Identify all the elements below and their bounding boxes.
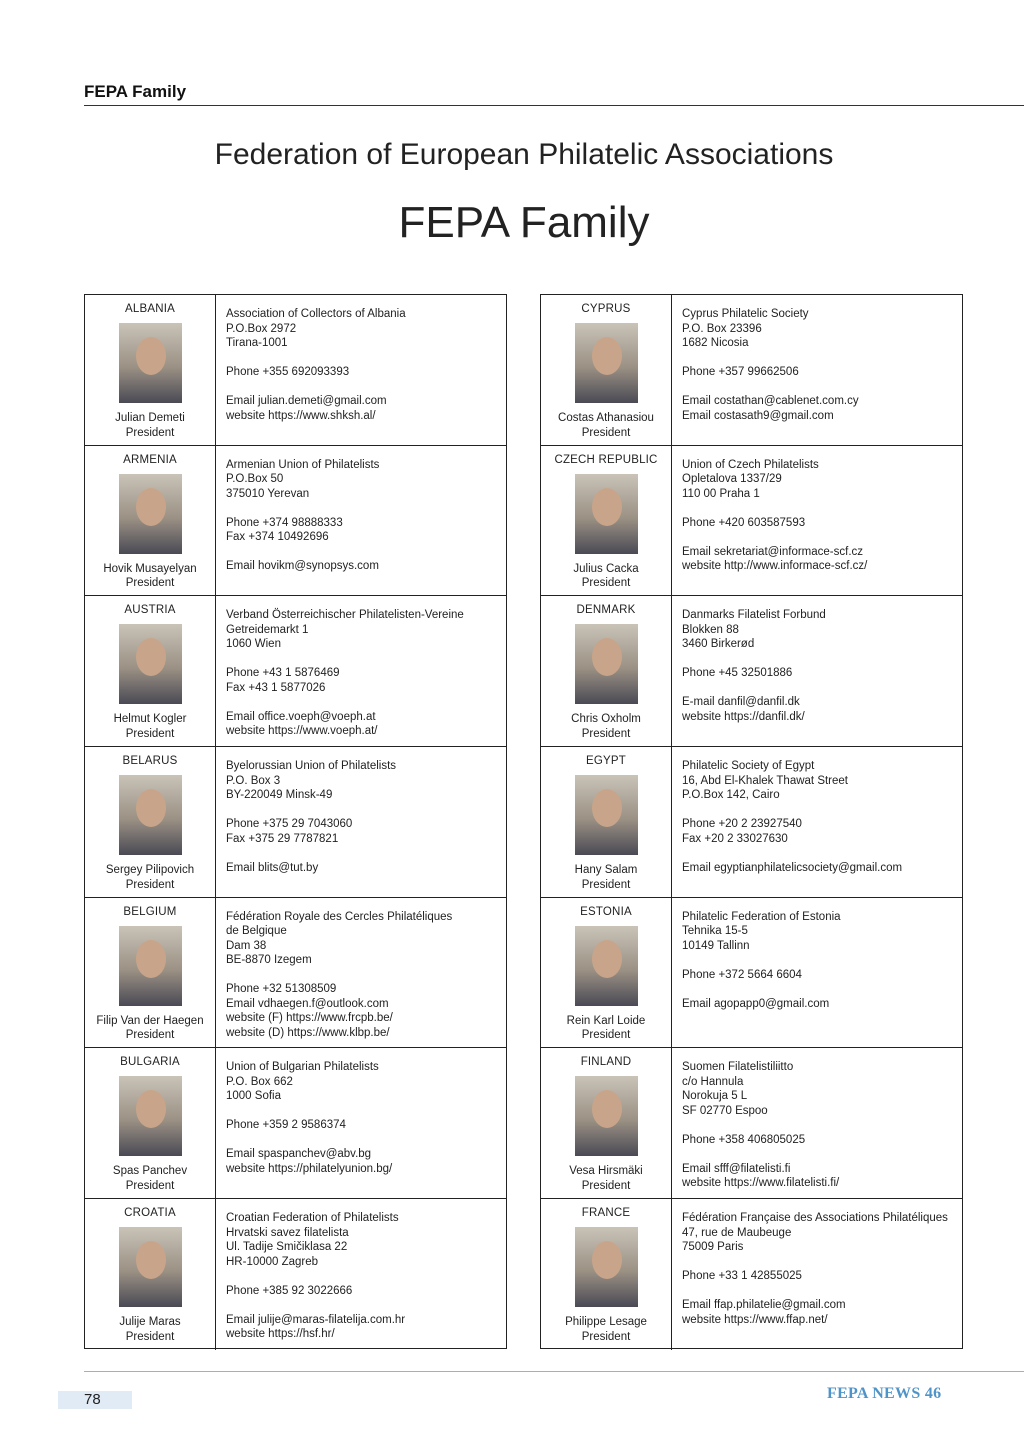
portrait-silhouette (592, 638, 622, 676)
president-role: President (125, 727, 175, 740)
info-line: BE-8870 Izegem (226, 954, 312, 967)
info-line: Email julije@maras-filatelija.com.hr (226, 1313, 406, 1326)
member-entry (85, 747, 506, 898)
info-line: website (D) https://www.klbp.be/ (226, 1026, 390, 1039)
portrait-silhouette (136, 1090, 166, 1128)
info-line: Cyprus Philatelic Society (682, 308, 809, 320)
president-name: Julius Cacka (573, 562, 639, 575)
right-directory-table (540, 294, 963, 1349)
info-line: website https://www.shksh.al/ (226, 409, 376, 422)
country-name: CZECH REPUBLIC (554, 453, 658, 466)
president-name: Filip Van der Haegen (96, 1014, 204, 1027)
president-photo (575, 474, 638, 554)
president-photo (575, 624, 638, 704)
portrait-silhouette (592, 1241, 622, 1279)
info-line: Email spaspanchev@abv.bg (226, 1148, 372, 1161)
president-caption (85, 562, 215, 591)
president-photo (119, 926, 182, 1006)
info-line: Email ffap.philatelie@gmail.com (682, 1299, 846, 1312)
president-caption (85, 1315, 215, 1344)
info-line: website https://danfil.dk/ (682, 710, 805, 723)
president-name: Spas Panchev (112, 1165, 188, 1178)
info-line: Phone +20 2 23927540 (682, 818, 802, 831)
info-line: Fédération Royale des Cercles Philatéliques (226, 910, 453, 923)
info-line: Phone +372 5664 6604 (682, 968, 802, 981)
info-line: Phone +359 2 9586374 (226, 1119, 346, 1132)
president-cell (85, 596, 216, 746)
spacer (226, 545, 506, 560)
country-name: FINLAND (580, 1056, 632, 1069)
member-entry (85, 1048, 506, 1199)
info-line: 3460 Birkerød (682, 638, 755, 651)
left-directory-table (84, 294, 507, 1349)
president-photo (575, 1076, 638, 1156)
spacer (226, 846, 506, 861)
president-cell (85, 898, 216, 1048)
member-entry (85, 295, 506, 446)
info-line: Phone +375 29 7043060 (226, 818, 353, 831)
info-line: Fax +43 1 5877026 (226, 681, 326, 694)
country-name: EGYPT (586, 755, 626, 768)
president-name: Helmut Kogler (113, 713, 187, 726)
spacer (682, 652, 962, 667)
info-line: website https://www.ffap.net/ (682, 1313, 828, 1326)
info-line: Phone +32 51308509 (226, 983, 337, 996)
info-line: website https://philatelyunion.bg/ (226, 1162, 393, 1175)
spacer (226, 968, 506, 983)
running-header: FEPA Family (84, 82, 187, 101)
member-entry (541, 596, 962, 747)
info-line: website https://www.voeph.at/ (226, 725, 378, 738)
info-line: 47, rue de Maubeuge (682, 1226, 792, 1239)
member-entry (85, 898, 506, 1049)
info-line: Union of Czech Philatelists (682, 458, 819, 471)
spacer (682, 530, 962, 545)
president-role: President (125, 426, 175, 439)
info-line: P.O.Box 50 (226, 473, 284, 486)
info-line: Phone +374 98888333 (226, 516, 343, 529)
president-name: Julije Maras (119, 1316, 181, 1329)
info-line: Email egyptianphilatelicsociety@gmail.com (682, 861, 903, 874)
spacer (682, 351, 962, 366)
association-info (672, 596, 962, 746)
president-caption (541, 562, 671, 591)
portrait-silhouette (592, 940, 622, 978)
association-info (216, 295, 506, 445)
info-line: Union of Bulgarian Philatelists (226, 1061, 379, 1074)
president-caption (85, 1014, 215, 1043)
spacer (226, 351, 506, 366)
page-title: FEPA Family (398, 198, 650, 247)
info-line: website https://hsf.hr/ (226, 1328, 335, 1341)
info-line: Fax +374 10492696 (226, 531, 329, 544)
info-line: P.O. Box 23396 (682, 322, 762, 335)
president-cell (541, 295, 672, 445)
president-cell (85, 446, 216, 596)
info-line: 1060 Wien (226, 638, 281, 651)
info-line: Armenian Union of Philatelists (226, 458, 380, 471)
info-line: HR-10000 Zagreb (226, 1255, 319, 1268)
association-info (672, 747, 962, 897)
info-line: Philatelic Society of Egypt (682, 760, 815, 773)
publication-brand: FEPA NEWS 46 (827, 1385, 942, 1402)
president-name: Rein Karl Loide (566, 1014, 646, 1027)
president-caption (85, 863, 215, 892)
info-line: P.O. Box 3 (226, 774, 281, 787)
info-line: Phone +33 1 42855025 (682, 1270, 802, 1283)
portrait-silhouette (136, 940, 166, 978)
spacer (682, 803, 962, 818)
portrait-silhouette (136, 488, 166, 526)
president-caption (541, 712, 671, 741)
info-line: P.O.Box 2972 (226, 322, 297, 335)
member-entry (541, 898, 962, 1049)
president-role: President (125, 1179, 175, 1192)
member-entry (541, 295, 962, 446)
president-role: President (581, 426, 631, 439)
president-role: President (581, 1330, 631, 1343)
spacer (682, 380, 962, 395)
spacer (226, 380, 506, 395)
president-cell (541, 596, 672, 746)
info-line: website (F) https://www.frcpb.be/ (226, 1012, 393, 1025)
info-line: Verband Österreichischer Philatelisten-Vereine (226, 609, 464, 622)
info-line: Fax +375 29 7787821 (226, 832, 339, 845)
info-line: Email sekretariat@informace-scf.cz (682, 545, 864, 558)
spacer (682, 1118, 962, 1133)
president-photo (119, 1227, 182, 1307)
info-line: SF 02770 Espoo (682, 1104, 768, 1117)
info-line: Phone +420 603587593 (682, 516, 806, 529)
member-entry (541, 747, 962, 898)
country-name: ARMENIA (123, 453, 177, 466)
info-line: Phone +355 692093393 (226, 366, 350, 378)
president-photo (119, 1076, 182, 1156)
info-line: Suomen Filatelistiliitto (682, 1061, 794, 1074)
member-entry (541, 1048, 962, 1199)
president-name: Vesa Hirsmäki (569, 1165, 643, 1178)
info-line: 10149 Tallinn (682, 939, 750, 952)
country-name: CYPRUS (581, 303, 631, 315)
portrait-silhouette (136, 789, 166, 827)
info-line: Phone +357 99662506 (682, 366, 799, 378)
president-name: Hovik Musayelyan (103, 562, 197, 575)
info-line: Philatelic Federation of Estonia (682, 910, 841, 923)
president-cell (541, 1199, 672, 1350)
portrait-silhouette (592, 488, 622, 526)
info-line: Blokken 88 (682, 623, 739, 636)
info-line: Email agopapp0@gmail.com (682, 997, 830, 1010)
federation-title: Federation of European Philatelic Associations (214, 138, 834, 171)
president-photo (575, 1227, 638, 1307)
member-entry (85, 596, 506, 747)
spacer (682, 501, 962, 516)
info-line: Phone +43 1 5876469 (226, 667, 340, 680)
info-line: Phone +358 406805025 (682, 1133, 806, 1146)
member-entry (541, 446, 962, 597)
info-line: P.O. Box 662 (226, 1075, 293, 1088)
spacer (226, 803, 506, 818)
president-role: President (581, 1179, 631, 1192)
info-line: 375010 Yerevan (226, 487, 310, 500)
info-line: 16, Abd El-Khalek Thawat Street (682, 774, 848, 787)
info-line: de Belgique (226, 925, 287, 938)
country-name: BELARUS (122, 755, 178, 768)
spacer (226, 1133, 506, 1148)
info-line: Croatian Federation of Philatelists (226, 1212, 399, 1225)
spacer (226, 695, 506, 710)
info-line: Norokuja 5 L (682, 1090, 748, 1103)
portrait-silhouette (136, 1241, 166, 1279)
portrait-silhouette (592, 1090, 622, 1128)
info-line: Danmarks Filatelist Forbund (682, 609, 826, 622)
president-name: Hany Salam (574, 864, 638, 877)
info-line: Tehnika 15-5 (682, 925, 748, 938)
info-line: Email blits@tut.by (226, 861, 319, 874)
president-role: President (125, 1330, 175, 1343)
info-line: Ul. Tadije Smičiklasa 22 (226, 1241, 348, 1254)
association-info (672, 898, 962, 1048)
association-info (672, 295, 962, 445)
association-info (216, 898, 506, 1048)
spacer (682, 982, 962, 997)
info-line: Hrvatski savez filatelista (226, 1226, 349, 1239)
president-caption (541, 1315, 671, 1344)
info-line: Opletalova 1337/29 (682, 473, 782, 486)
info-line: Phone +385 92 3022666 (226, 1284, 353, 1297)
president-role: President (125, 1029, 175, 1042)
info-line: E-mail danfil@danfil.dk (682, 696, 800, 709)
info-line: Email costasath9@gmail.com (682, 409, 834, 422)
president-cell (541, 747, 672, 897)
president-cell (541, 1048, 672, 1198)
president-cell (85, 1048, 216, 1198)
president-caption (541, 1164, 671, 1193)
association-info (216, 596, 506, 746)
info-line: Phone +45 32501886 (682, 667, 793, 680)
country-name: FRANCE (581, 1207, 631, 1220)
spacer (226, 652, 506, 667)
info-line: P.O.Box 142, Cairo (682, 789, 780, 802)
president-photo (575, 775, 638, 855)
association-info (216, 1199, 506, 1350)
member-entry (85, 1199, 506, 1350)
portrait-silhouette (136, 638, 166, 676)
info-line: Email sfff@filatelisti.fi (682, 1162, 791, 1175)
president-photo (575, 926, 638, 1006)
footer-rule (84, 1371, 1024, 1372)
spacer (226, 1104, 506, 1119)
info-line: 75009 Paris (682, 1241, 744, 1254)
info-line: Email costathan@cablenet.com.cy (682, 395, 859, 407)
president-photo (119, 775, 182, 855)
info-line: Getreidemarkt 1 (226, 623, 309, 636)
president-caption (541, 1014, 671, 1043)
member-entry (541, 1199, 962, 1350)
president-photo (119, 323, 182, 403)
info-line: 110 00 Praha 1 (682, 487, 760, 500)
info-line: Email vdhaegen.f@outlook.com (226, 997, 389, 1010)
info-line: BY-220049 Minsk-49 (226, 789, 333, 802)
info-line: Email julian.demeti@gmail.com (226, 395, 387, 407)
member-entry (85, 446, 506, 597)
page-number: 78 (58, 1391, 132, 1409)
info-line: 1000 Sofia (226, 1090, 281, 1103)
country-name: BULGARIA (120, 1056, 180, 1069)
spacer (682, 953, 962, 968)
info-line: Association of Collectors of Albania (226, 308, 406, 320)
info-line: Email hovikm@synopsys.com (226, 560, 379, 573)
info-line: Fédération Française des Associations Philatéliques (682, 1212, 948, 1225)
president-cell (85, 1199, 216, 1350)
info-line: website http://www.informace-scf.cz/ (682, 560, 868, 573)
president-role: President (125, 878, 175, 891)
info-line: Byelorussian Union of Philatelists (226, 760, 397, 773)
country-name: DENMARK (576, 604, 636, 617)
president-caption (541, 863, 671, 892)
spacer (682, 1284, 962, 1299)
association-info (672, 1199, 962, 1350)
info-line: 1682 Nicosia (682, 337, 749, 349)
president-caption (541, 411, 671, 440)
spacer (226, 501, 506, 516)
association-info (216, 747, 506, 897)
president-cell (541, 898, 672, 1048)
president-caption (85, 411, 215, 440)
info-line: website https://www.filatelisti.fi/ (682, 1177, 840, 1190)
president-name: Chris Oxholm (571, 713, 641, 726)
header-rule (84, 105, 1024, 106)
info-line: Email office.voeph@voeph.at (226, 710, 376, 723)
info-line: Tirana-1001 (226, 337, 288, 349)
spacer (226, 1269, 506, 1284)
president-role: President (581, 577, 631, 590)
president-name: Julian Demeti (115, 412, 185, 424)
association-info (672, 1048, 962, 1198)
association-info (216, 1048, 506, 1198)
president-name: Sergey Pilipovich (105, 864, 195, 877)
president-role: President (125, 577, 175, 590)
president-role: President (581, 727, 631, 740)
association-info (672, 446, 962, 596)
president-photo (119, 474, 182, 554)
president-role: President (581, 878, 631, 891)
portrait-silhouette (136, 337, 166, 375)
president-photo (575, 323, 638, 403)
association-info (216, 446, 506, 596)
country-name: ESTONIA (580, 905, 632, 918)
president-role: President (581, 1029, 631, 1042)
info-line: Fax +20 2 33027630 (682, 832, 788, 845)
spacer (226, 1298, 506, 1313)
country-name: ALBANIA (125, 303, 175, 315)
president-photo (119, 624, 182, 704)
spacer (682, 681, 962, 696)
president-name: Philippe Lesage (565, 1316, 647, 1329)
president-cell (85, 747, 216, 897)
portrait-silhouette (592, 789, 622, 827)
president-cell (541, 446, 672, 596)
country-name: BELGIUM (123, 905, 177, 918)
president-caption (85, 712, 215, 741)
spacer (682, 1255, 962, 1270)
president-cell (85, 295, 216, 445)
president-name: Costas Athanasiou (558, 412, 654, 424)
portrait-silhouette (592, 337, 622, 375)
info-line: c/o Hannula (682, 1075, 744, 1088)
country-name: CROATIA (124, 1207, 176, 1220)
president-caption (85, 1164, 215, 1193)
country-name: AUSTRIA (124, 604, 176, 617)
spacer (682, 846, 962, 861)
spacer (682, 1147, 962, 1162)
info-line: Dam 38 (226, 939, 267, 952)
